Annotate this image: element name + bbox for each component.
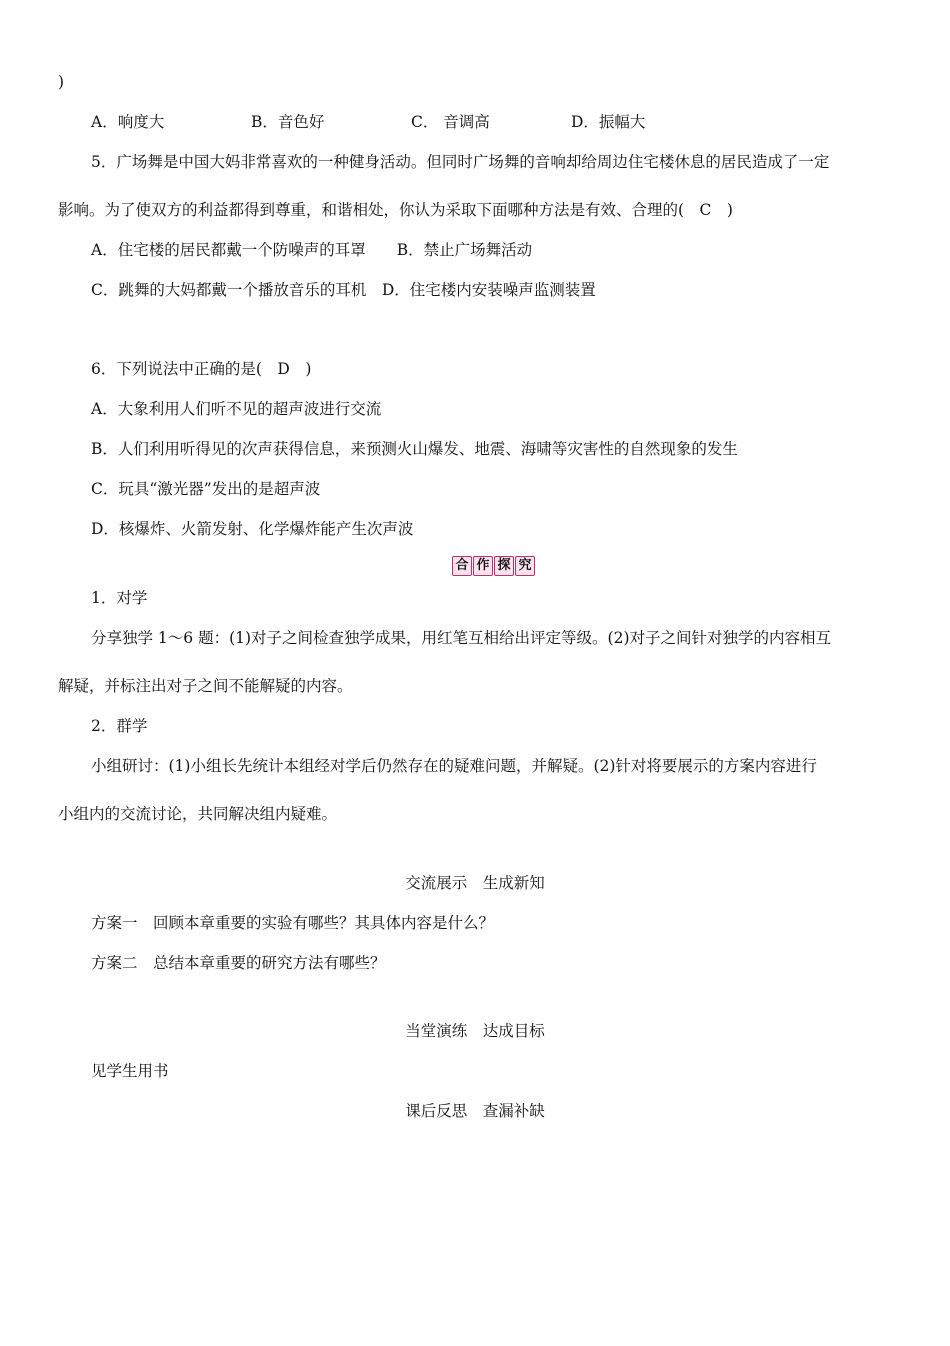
exchange-plan2: 方案二 总结本章重要的研究方法有哪些？ [91, 954, 386, 972]
practice-heading: 当堂演练 达成目标 [405, 1022, 545, 1040]
coop-item1-title: 1．对学 [91, 589, 148, 607]
q5-stem-line1: 5．广场舞是中国大妈非常喜欢的一种健身活动。但同时广场舞的音响却给周边住宅楼休息的居民造成了一定 [91, 153, 830, 171]
q4-option-d: D．振幅大 [571, 113, 646, 131]
exchange-heading: 交流展示 生成新知 [405, 874, 545, 892]
coop-item2-line1: 小组研讨：(1)小组长先统计本组经对学后仍然存在的疑难问题，并解疑。(2)针对将要展示的方案内容进行 [91, 757, 817, 775]
practice-note: 见学生用书 [91, 1062, 169, 1080]
coop-item2-title: 2．群学 [91, 717, 148, 735]
coop-item2-line2: 小组内的交流讨论，共同解决组内疑难。 [58, 805, 338, 823]
q5-options-row1: A．住宅楼的居民都戴一个防噪声的耳罩 B．禁止广场舞活动 [91, 241, 533, 259]
q4-options [91, 112, 791, 132]
coop-item1-line2: 解疑，并标注出对子之间不能解疑的内容。 [58, 677, 353, 695]
q4-option-b: B．音色好 [251, 113, 325, 131]
badge-char: 作 [473, 556, 493, 576]
q5-options-row2: C．跳舞的大妈都戴一个播放音乐的耳机 D．住宅楼内安装噪声监测装置 [91, 281, 596, 299]
exchange-plan1: 方案一 回顾本章重要的实验有哪些？其具体内容是什么？ [91, 914, 495, 932]
coop-item1-line1: 分享独学 1～6 题：(1)对子之间检查独学成果，用红笔互相给出评定等级。(2)对子之间针对独学的内容相互 [91, 629, 831, 647]
q4-option-a: A．响度大 [91, 113, 165, 131]
q6-option-c: C．玩具“激光器”发出的是超声波 [91, 480, 321, 498]
reflection-heading: 课后反思 查漏补缺 [405, 1102, 545, 1120]
badge-char: 究 [515, 556, 535, 576]
section-badge-cooperative-inquiry [452, 556, 535, 576]
badge-char: 合 [452, 556, 472, 576]
q6-option-b: B．人们利用听得见的次声获得信息，来预测火山爆发、地震、海啸等灾害性的自然现象的发生 [91, 440, 738, 458]
q4-option-c: C． 音调高 [411, 113, 490, 131]
q4-answer-tail: ) [58, 73, 65, 91]
q5-stem-line2: 影响。为了使双方的利益都得到尊重，和谐相处，你认为采取下面哪种方法是有效、合理的( C ) [58, 201, 733, 219]
badge-char: 探 [494, 556, 514, 576]
q6-option-d: D．核爆炸、火箭发射、化学爆炸能产生次声波 [91, 520, 414, 538]
q6-stem: 6．下列说法中正确的是( D ) [91, 360, 312, 378]
q6-option-a: A．大象利用人们听不见的超声波进行交流 [91, 400, 382, 418]
